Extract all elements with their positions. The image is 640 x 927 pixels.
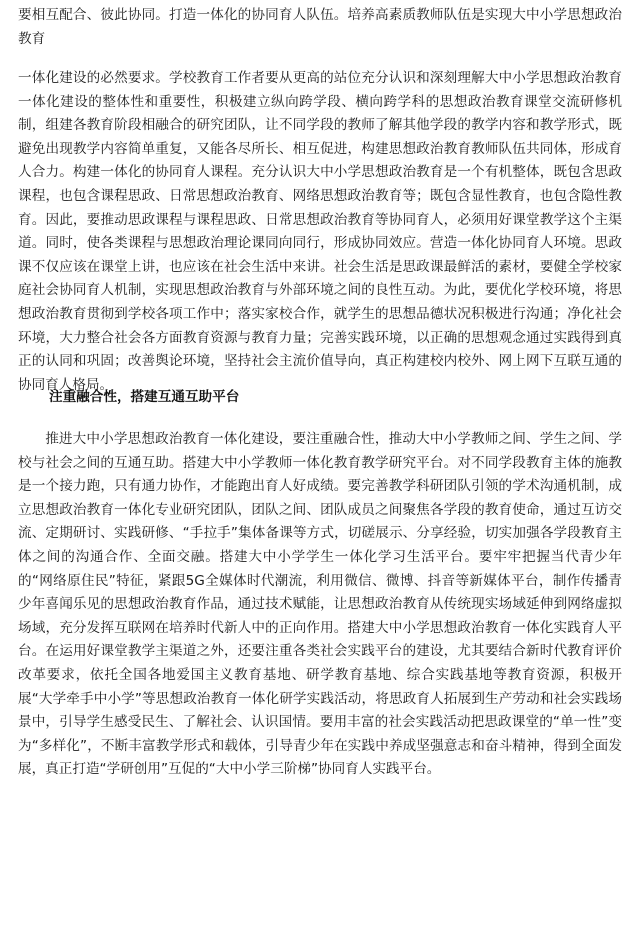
paragraph-top-fragment: 要相互配合、彼此协同。打造一体化的协同育人队伍。培养高素质教师队伍是实现大中小学思想政治教育 [18, 7, 622, 47]
paragraph-platform-integration: 推进大中小学思想政治教育一体化建设，要注重融合性，推动大中小学教师之间、学生之间、学校与社会之间的互通互助。搭建大中小学教师一体化教育教学研究平台。对不同学段教育主体的施教是一个接力跑，只有通力协作，才能跑出育人好成绩。要完善教学科研团队引领的学术沟通机制，成立思想政治教育一体化专业研究团队，团队之间、团队成员之间聚焦各学段的教育使命，通过互访交流、定期研讨、实践研修、“手拉手”集体备课等方式，切磋展示、分享经验，切实加强各学段教育主体之间的沟通合作、全面交融。搭建大中小学学生一体化学习生活平台。要牢牢把握当代青少年的“网络原住民”特征，紧跟5G全媒体时代潮流，利用微信、微博、抖音等新媒体平台，制作传播青少年喜闻乐见的思想政治教育作品，通过技术赋能，让思想政治教育从传统现实场域延伸到网络虚拟场域，充分发挥互联网在培养时代新人中的正向作用。搭建大中小学思想政治教育一体化实践育人平台。在运用好课堂教学主渠道之外，还要注重各类社会实践平台的建设，尤其要结合新时代教育评价改革要求，依托全国各地爱国主义教育基地、研学教育基地、综合实践基地等教育资源，积极开展“大学牵手中小学”等思想政治教育一体化研学实践活动，将思政育人拓展到生产劳动和社会实践场景中，引导学生感受民生、了解社会、认识国情。要用丰富的社会实践活动把思政课堂的“单一性”变为“多样化”，不断丰富教学形式和载体，引导青少年在实践中养成坚强意志和奋斗精神，得到全面发展，真正打造“学研创用”互促的“大中小学三阶梯”协同育人实践平台。 [18, 431, 622, 778]
paragraph-teacher-team-course-environment: 一体化建设的必然要求。学校教育工作者要从更高的站位充分认识和深刻理解大中小学思想政治教育一体化建设的整体性和重要性，积极建立纵向跨学段、横向跨学科的思想政治教育课堂交流研修机制，组建各教育阶段相融合的研究团队，让不同学段的教师了解其他学段的教学内容和教学形式，既避免出现教学内容简单重复，又能各尽所长、相互促进，构建思想政治教育教师队伍共同体，形成育人合力。构建一体化的协同育人课程。充分认识大中小学思想政治教育是一个有机整体，既包含思政课程，也包含课程思政、日常思想政治教育、网络思想政治教育等；既包含显性教育，也包含隐性教育。因此，要推动思政课程与课程思政、日常思想政治教育等协同育人，必须用好课堂教学这个主渠道。同时，使各类课程与思想政治理论课同向同行，形成协同效应。营造一体化协同育人环境。思政课不仅应该在课堂上讲，也应该在社会生活中来讲。社会生活是思政课最鲜活的素材，要健全学校家庭社会协同育人机制，实现思想政治教育与外部环境之间的良性互动。为此，要优化学校环境，将思想政治教育贯彻到学校各项工作中；落实家校合作，就学生的思想品德状况积极进行沟通；净化社会环境，大力整合社会各方面教育资源与教育力量；完善实践环境，以正确的思想观念通过实践得到真正的认同和巩固；改善舆论环境，坚持社会主流价值导向，真正构建校内校外、网上网下互联互通的协同育人格局。 [18, 70, 622, 393]
section-heading: 注重融合性，搭建互通互助平台 [49, 389, 240, 405]
